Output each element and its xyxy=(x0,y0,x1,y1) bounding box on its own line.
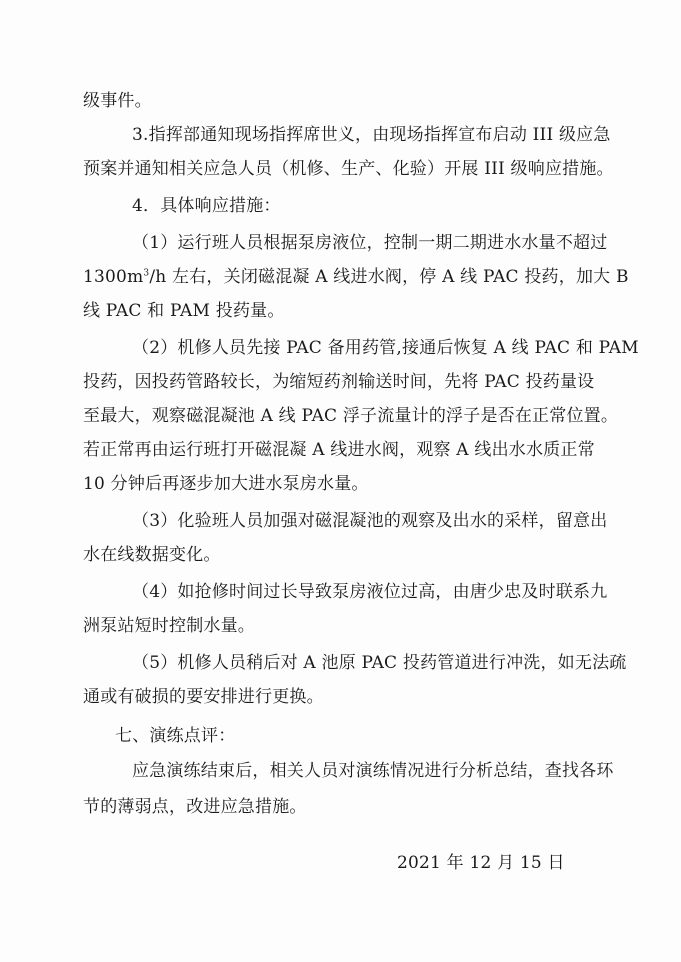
text-line xyxy=(83,266,629,288)
section-heading: 七、演练点评： xyxy=(115,726,236,746)
text-line: （1）运行班人员根据泵房液位，控制一期二期进水水量不超过 xyxy=(132,233,608,253)
text-line: 预案并通知相关应急人员（机修、生产、化验）开展 III 级响应措施。 xyxy=(83,159,614,179)
document-date: 2021 年 12 月 15 日 xyxy=(397,853,565,873)
text-line: （4）如抢修时间过长导致泵房液位过高，由唐少忠及时联系九 xyxy=(132,582,608,602)
text-line: 级事件。 xyxy=(83,91,152,111)
text-line: （5）机修人员稍后对 A 池原 PAC 投药管道进行冲洗，如无法疏 xyxy=(132,653,627,673)
text-line: 水在线数据变化。 xyxy=(83,545,221,565)
text-line: 若正常再由运行班打开磁混凝 A 线进水阀，观察 A 线出水水质正常 xyxy=(83,440,595,460)
text-line: 3.指挥部通知现场指挥席世义，由现场指挥宣布启动 III 级应急 xyxy=(132,125,611,145)
text-line: 投药，因投药管路较长，为缩短药剂输送时间，先将 PAC 投药量设 xyxy=(83,372,595,392)
text-line: 应急演练结束后，相关人员对演练情况进行分析总结，查找各环 xyxy=(132,761,614,781)
flow-rate-value: 1300m xyxy=(83,267,144,287)
text-line: 节的薄弱点，改进应急措施。 xyxy=(83,797,307,817)
text-line: 线 PAC 和 PAM 投药量。 xyxy=(83,301,285,321)
text-line-content: 左右，关闭磁混凝 A 线进水阀，停 A 线 PAC 投药，加大 B xyxy=(172,267,629,287)
text-line: 10 分钟后再逐步加大进水泵房水量。 xyxy=(83,474,369,494)
text-line: 洲泵站短时控制水量。 xyxy=(83,616,255,636)
text-line: 4．具体响应措施： xyxy=(132,196,281,216)
text-line: 通或有破损的要安排进行更换。 xyxy=(83,687,324,707)
flow-rate-unit: /h xyxy=(149,267,173,287)
text-line: （2）机修人员先接 PAC 备用药管,接通后恢复 A 线 PAC 和 PAM xyxy=(132,338,639,358)
text-line: （3）化验班人员加强对磁混凝池的观察及出水的采样，留意出 xyxy=(132,511,608,531)
flow-rate-exponent: 3 xyxy=(143,268,150,279)
text-line: 至最大，观察磁混凝池 A 线 PAC 浮子流量计的浮子是否在正常位置。 xyxy=(83,406,619,426)
